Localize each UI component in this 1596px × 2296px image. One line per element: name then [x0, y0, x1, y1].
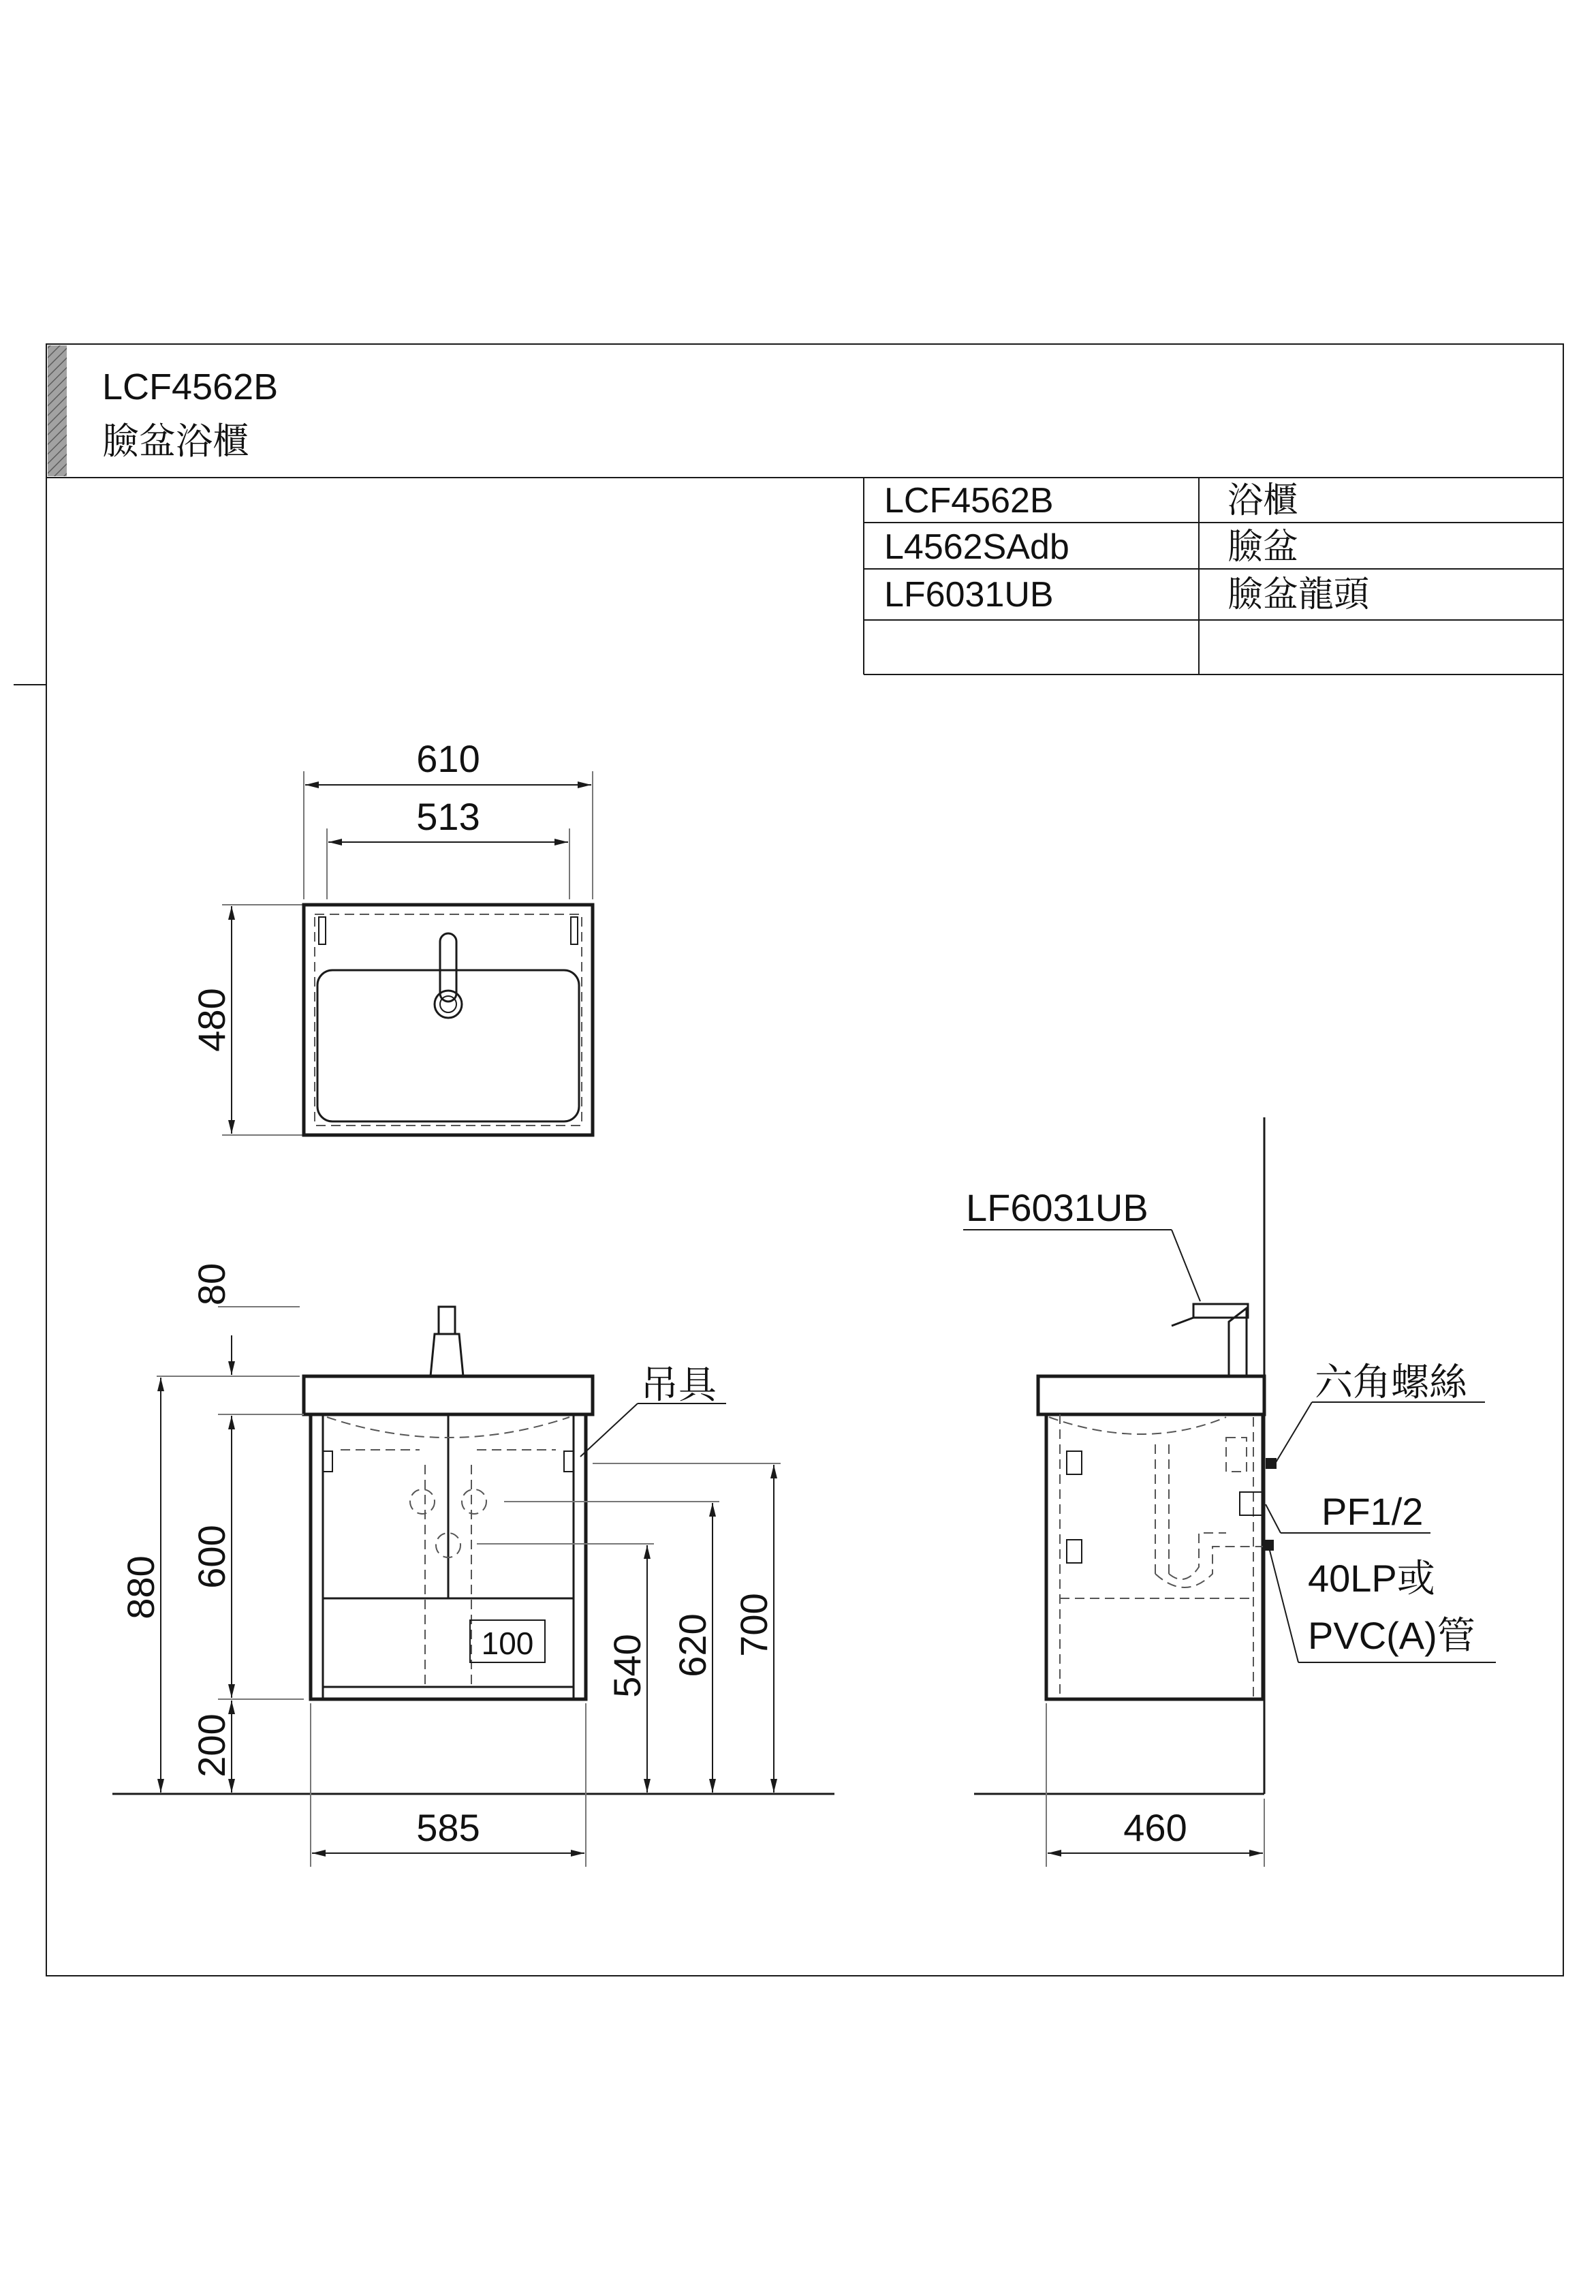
faucet-front-icon: [439, 1307, 455, 1334]
dim-label-600: 600: [190, 1525, 233, 1589]
basin-bowl: [317, 970, 579, 1121]
table-row-desc: 臉盆: [1227, 527, 1299, 567]
side-view: [963, 1117, 1496, 1867]
dim-label-80: 80: [190, 1262, 233, 1306]
product-name: 臉盆浴櫃: [102, 421, 249, 462]
hanger-label: 吊具: [640, 1363, 717, 1406]
pipe-leader: [1268, 1545, 1298, 1662]
model-title: LCF4562B: [102, 367, 279, 407]
parts-table: [864, 478, 1563, 674]
table-row-code: LF6031UB: [884, 575, 1054, 615]
hex-screw-label: 六角螺絲: [1315, 1361, 1467, 1403]
table-row-desc: 浴櫃: [1227, 481, 1299, 521]
top-view: [190, 737, 593, 1135]
basin-front: [304, 1376, 593, 1414]
pipe-label-line1: 40LP或: [1308, 1557, 1435, 1600]
drain-icon: [435, 991, 462, 1018]
hanger-leader: [580, 1403, 638, 1457]
pf-leader: [1266, 1504, 1281, 1533]
dim-label-610: 610: [416, 737, 480, 780]
hex-screw-leader: [1275, 1402, 1312, 1463]
dim-label-620: 620: [671, 1613, 714, 1677]
basin-side: [1038, 1376, 1264, 1414]
table-row-code: L4562SAdb: [884, 527, 1069, 567]
dim-label-480: 480: [190, 988, 233, 1052]
table-row-code: LCF4562B: [884, 481, 1054, 521]
pf-label: PF1/2: [1321, 1490, 1424, 1533]
dim-label-585: 585: [416, 1806, 480, 1849]
dim-label-100: 100: [481, 1626, 534, 1661]
dim-label-513: 513: [416, 795, 480, 838]
dim-label-700: 700: [732, 1593, 775, 1657]
basin-top-outline: [304, 905, 593, 1135]
faucet-label: LF6031UB: [966, 1186, 1148, 1229]
dim-label-460: 460: [1123, 1806, 1187, 1849]
dim-label-540: 540: [606, 1634, 648, 1698]
dim-label-200: 200: [190, 1713, 233, 1778]
dim-label-880: 880: [119, 1555, 162, 1619]
pipe-label-line2: PVC(A)管: [1308, 1614, 1475, 1657]
table-row-desc: 臉盆龍頭: [1227, 575, 1370, 615]
faucet-leader: [1172, 1230, 1200, 1301]
front-view: [112, 1263, 834, 1867]
